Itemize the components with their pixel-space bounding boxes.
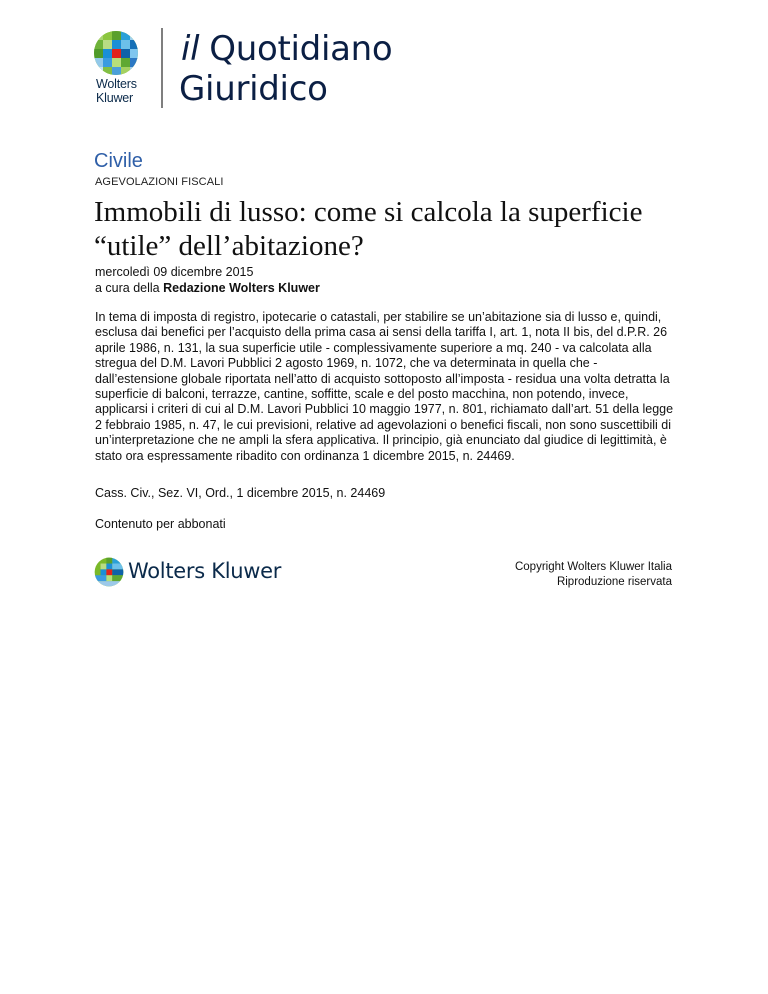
publisher-line-1: Wolters [96,77,137,91]
article-body: In tema di imposta di registro, ipotecarie o catastali, per stabilire se un’abitazione sia di lusso e, quindi, esclusa dai benefici per l’acquisto della prima casa ai sensi della tariffa I, art. 1, nota II bis, del d.P.R. 26 aprile 1986, n. 131, la sua superficie utile - complessivamente superiore a mq. 240 - va calcolata alla stregua del D.M. Lavori Pubblici 2 agosto 1969, n. 1072, che va determinata in quella che - dall’estensione globale riportata nell’atto di acquisto sottoposto all’imposta - residua una volta detratta la superficie di balconi, terrazze, cantine, soffitte, scale e del posto macchina, non potendo, invece, applicarsi i criteri di cui al D.M. Lavori Pubblici 10 maggio 1977, n. 801, richiamato dall’art. 51 della legge 2 febbraio 1985, n. 47, le cui previsioni, relative ad agevolazioni o benefici fiscali, non sono suscettibili di un’interpretazione che ne ampli la sfera applicativa. Il principio, già enunciato dal giudice di legittimità, è stato ora espressamente ribadito con ordinanza 1 dicembre 2015, n. 24469. [95,310,674,463]
footer-wordmark: Wolters Kluwer [128,559,282,583]
masthead-divider [161,28,163,108]
article-byline [95,281,320,297]
copyright-line: Copyright Wolters Kluwer Italia [514,561,672,573]
wk-mosaic-icon [93,30,139,76]
brand-line-2: Giuridico [179,69,328,109]
article-title: Immobili di lusso: come si calcola la superficie “utile” dell’abitazione? [94,196,643,262]
byline-prefix: a cura della [95,280,160,295]
subscriber-note: Contenuto per abbonati [95,517,226,531]
brand-title-line-1 [181,29,392,69]
wk-mosaic-small-icon [94,557,124,587]
wolters-kluwer-logo [93,30,155,76]
brand-prefix: il [181,29,200,69]
brand-line-1: Quotidiano [209,29,393,69]
footer-logo [94,557,124,592]
article-date: mercoledì 09 dicembre 2015 [95,265,254,279]
publisher-name [96,77,137,105]
rights-line: Riproduzione riservata [556,576,672,588]
copyright-notice [515,560,672,590]
article-citation: Cass. Civ., Sez. VI, Ord., 1 dicembre 2015, n. 24469 [95,486,386,500]
publisher-line-2: Kluwer [96,91,134,105]
article-author: Redazione Wolters Kluwer [163,280,320,295]
category-label: AGEVOLAZIONI FISCALI [95,176,224,188]
section-label: Civile [94,150,143,172]
article-meta [95,265,320,296]
